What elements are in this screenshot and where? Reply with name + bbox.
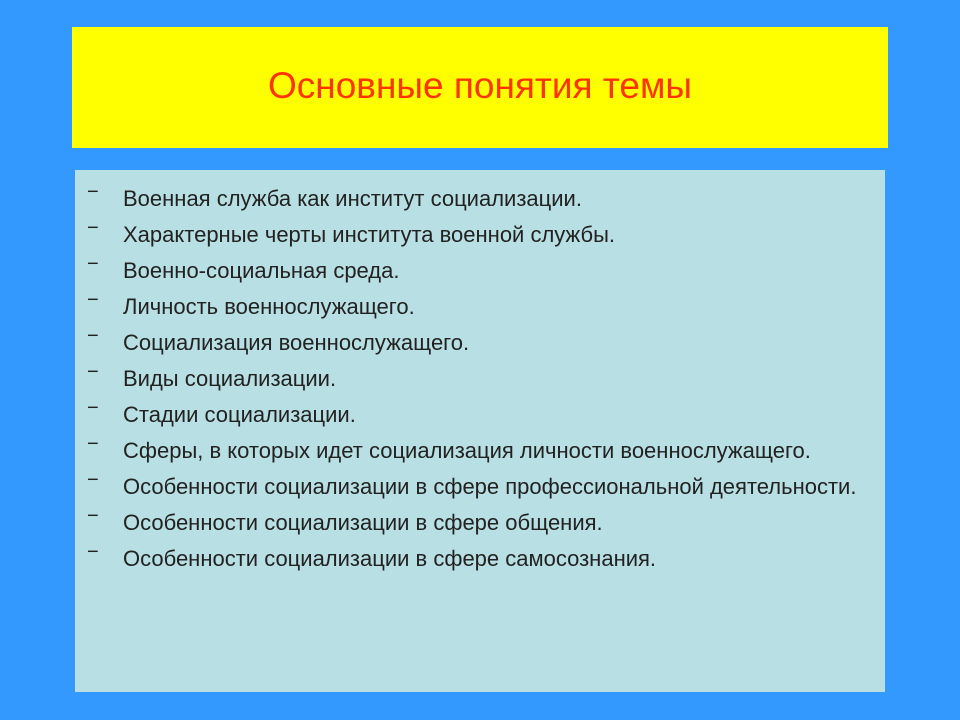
dash-bullet-icon: − (87, 397, 99, 419)
list-item (75, 398, 885, 431)
list-item-text: Характерные черты института военной службы. (123, 222, 616, 247)
dash-bullet-icon: − (87, 505, 99, 527)
list-item-text: Особенности социализации в сфере общения. (123, 510, 603, 535)
list-item-text: Особенности социализации в сфере профессиональной деятельности. (123, 474, 857, 499)
dash-bullet-icon: − (87, 541, 99, 563)
list-item-text: Военная служба как институт социализации. (123, 186, 582, 211)
list-item-text: Стадии социализации. (123, 402, 356, 427)
list-item (75, 290, 885, 323)
list-item (75, 326, 885, 359)
list-item-text: Виды социализации. (123, 366, 337, 391)
list-item (75, 182, 885, 215)
list-item-text: Личность военнослужащего. (123, 294, 415, 319)
list-item (75, 470, 885, 503)
slide-title: Основные понятия темы (268, 64, 692, 106)
list-item-text: Особенности социализации в сфере самосознания. (123, 546, 657, 571)
list-item-text: Военно-социальная среда. (123, 258, 400, 283)
list-item-text: Сферы, в которых идет социализация личности военнослужащего. (123, 438, 811, 463)
dash-bullet-icon: − (87, 361, 99, 383)
dash-bullet-icon: − (87, 433, 99, 455)
content-box (75, 170, 885, 692)
dash-bullet-icon: − (87, 181, 99, 203)
list-item (75, 434, 885, 467)
topic-list (75, 182, 885, 578)
list-item (75, 218, 885, 251)
dash-bullet-icon: − (87, 289, 99, 311)
dash-bullet-icon: − (87, 325, 99, 347)
list-item-text: Социализация военнослужащего. (123, 330, 470, 355)
dash-bullet-icon: − (87, 217, 99, 239)
list-item (75, 362, 885, 395)
list-item (75, 506, 885, 539)
list-item (75, 542, 885, 575)
dash-bullet-icon: − (87, 253, 99, 275)
list-item (75, 254, 885, 287)
dash-bullet-icon: − (87, 469, 99, 491)
title-box (72, 27, 888, 148)
